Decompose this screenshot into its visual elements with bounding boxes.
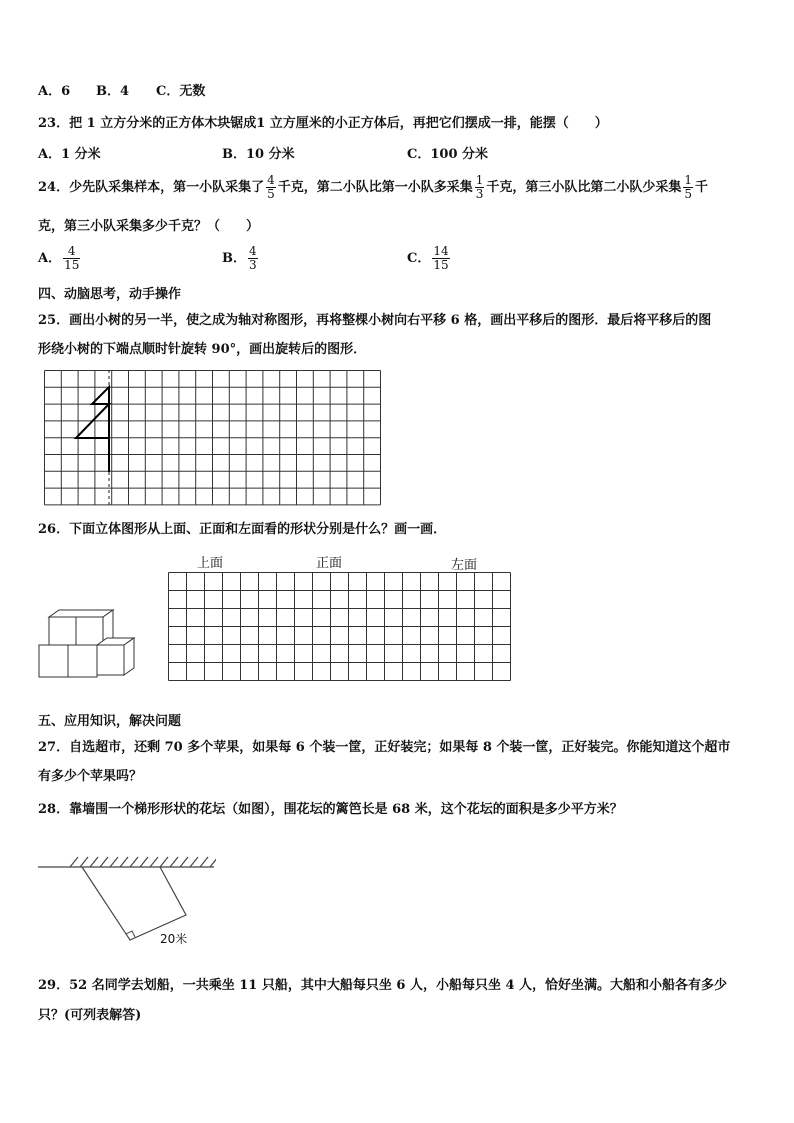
q25-grid	[44, 370, 384, 510]
label-front-view: 正面	[316, 556, 343, 571]
q24-part1: 24．少先队采集样本，第一小队采集了	[38, 180, 265, 195]
q24-part3: 千克，第三小队比第二小队少采集	[486, 180, 682, 195]
label-top-view: 上面	[197, 556, 224, 571]
q24-part2: 千克，第二小队比第一小队多采集	[277, 180, 473, 195]
section-4-heading: 四、动脑思考，动手操作	[38, 287, 182, 302]
q22-option-a: A．6	[38, 84, 71, 99]
half-tree	[76, 387, 109, 472]
q23-text: 23．把 1 立方分米的正方体木块锯成1 立方厘米的小正方体后，再把它们摆成一排，能摆（ ）	[38, 116, 608, 131]
q29-line2: 只？(可列表解答)	[38, 1008, 142, 1023]
label-left-view: 左面	[451, 558, 478, 573]
q24-option-a: A． $\frac{4}{15}$	[38, 244, 80, 272]
q23-option-b: B．10 分米	[222, 147, 295, 162]
q22-option-c: C．无数	[156, 84, 206, 99]
q24-fraction-2: $\frac{1}{3}$	[475, 173, 484, 201]
section-5-heading: 五、应用知识，解决问题	[38, 714, 182, 729]
q27-line1: 27．自选超市，还剩 70 多个苹果，如果每 6 个装一筐，正好装完；如果每 8 个装一筐，正好装完。你能知道这个超市	[38, 740, 731, 755]
q24-part4: 千	[695, 180, 709, 195]
q28-trapezoid-figure	[36, 845, 216, 945]
dimension-label: 20米	[160, 932, 188, 946]
q24-fraction-3: $\frac{1}{5}$	[684, 173, 693, 201]
q25-line2: 形绕小树的下端点顺时针旋转 90°，画出旋转后的图形．	[38, 342, 367, 357]
q24-line1	[38, 172, 708, 204]
q24-option-c: C． $\frac{14}{15}$	[407, 244, 449, 272]
q23-option-c: C．100 分米	[407, 147, 489, 162]
q23-option-a: A．1 分米	[38, 147, 101, 162]
q26-cube-figure	[36, 608, 138, 680]
q26-text: 26．下面立体图形从上面、正面和左面看的形状分别是什么？画一画．	[38, 522, 447, 537]
q22-option-b: B．4	[96, 84, 130, 99]
q24-line2: 克，第三小队采集多少千克？（ ）	[38, 219, 260, 234]
q29-line1: 29．52 名同学去划船，一共乘坐 11 只船，其中大船每只坐 6 人，小船每只坐 4 人，恰好坐满。大船和小船各有多少	[38, 978, 728, 993]
q28-text: 28．靠墙围一个梯形形状的花坛（如图），围花坛的篱笆长是 68 米，这个花坛的面积是多少平方米？	[38, 802, 623, 817]
q26-grid	[168, 572, 513, 704]
q25-line1: 25．画出小树的另一半，使之成为轴对称图形，再将整棵小树向右平移 6 格，画出平移后的图形．最后将平移后的图	[38, 313, 712, 328]
q27-line2: 有多少个苹果吗？	[38, 769, 143, 784]
q24-fraction-1: $\frac{4}{5}$	[267, 173, 275, 201]
q24-option-b: B． $\frac{4}{3}$	[222, 244, 257, 272]
